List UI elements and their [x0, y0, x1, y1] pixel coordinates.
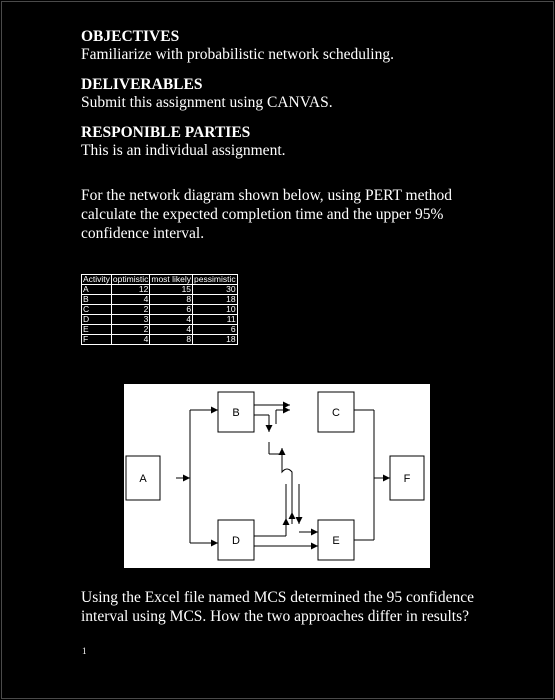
deliverables-text: Submit this assignment using CANVAS.	[81, 94, 333, 111]
network-diagram	[124, 384, 430, 568]
cell-optimistic: 3	[111, 315, 149, 325]
cell-pessimistic: 18	[193, 295, 238, 305]
cell-most-likely: 8	[150, 295, 193, 305]
question-section	[81, 588, 481, 626]
objectives-section	[81, 28, 481, 64]
objectives-heading: OBJECTIVES	[81, 28, 180, 45]
cell-pessimistic: 30	[193, 285, 238, 295]
table-row	[82, 285, 238, 295]
cell-optimistic: 4	[111, 335, 149, 345]
col-header-activity: Activity	[83, 274, 110, 284]
cell-optimistic: 2	[111, 325, 149, 335]
cell-pessimistic: 6	[193, 325, 238, 335]
node-c-label: C	[332, 407, 340, 419]
cell-optimistic: 2	[111, 305, 149, 315]
objectives-text: Familiarize with probabilistic network scheduling.	[81, 46, 394, 63]
cell-activity: A	[82, 285, 112, 295]
cell-activity: D	[82, 315, 112, 325]
responsible-section	[81, 124, 481, 160]
responsible-text: This is an individual assignment.	[81, 142, 286, 159]
node-b-label: B	[232, 407, 240, 419]
cell-most-likely: 4	[150, 315, 193, 325]
deliverables-heading: DELIVERABLES	[81, 76, 203, 93]
edge-crossover	[282, 454, 292, 524]
node-f-label: F	[403, 473, 411, 485]
node-d-label: D	[232, 535, 240, 547]
cell-most-likely: 6	[150, 305, 193, 315]
cell-optimistic: 4	[111, 295, 149, 305]
activity-table	[81, 274, 238, 345]
table-header-row	[82, 275, 238, 285]
node-a-label: A	[139, 473, 147, 485]
col-header-pessimistic: pessimistic	[194, 274, 236, 284]
cell-most-likely: 4	[150, 325, 193, 335]
document-content	[81, 28, 481, 243]
cell-activity: B	[82, 295, 112, 305]
deliverables-section	[81, 76, 481, 112]
table-row	[82, 325, 238, 335]
instructions-paragraph: For the network diagram shown below, using PERT method calculate the expected completion time and the upper 95% confidence interval.	[81, 187, 453, 242]
col-header-most-likely: most likely	[151, 274, 192, 284]
table-row	[82, 315, 238, 325]
node-e-label: E	[332, 535, 340, 547]
question-paragraph: Using the Excel file named MCS determined the 95 confidence interval using MCS. How the two approaches differ in results?	[81, 589, 474, 625]
table-row	[82, 305, 238, 315]
cell-most-likely: 15	[150, 285, 193, 295]
col-header-optimistic: optimistic	[112, 274, 149, 284]
cell-pessimistic: 18	[193, 335, 238, 345]
cell-pessimistic: 10	[193, 305, 238, 315]
cell-activity: F	[82, 335, 112, 345]
network-diagram-svg	[124, 384, 430, 568]
cell-pessimistic: 11	[193, 315, 238, 325]
cell-activity: E	[82, 325, 112, 335]
cell-most-likely: 8	[150, 335, 193, 345]
cell-activity: C	[82, 305, 112, 315]
table-row	[82, 335, 238, 345]
page-number: 1	[82, 646, 87, 656]
table-row	[82, 295, 238, 305]
cell-optimistic: 12	[111, 285, 149, 295]
responsible-heading: RESPONIBLE PARTIES	[81, 124, 251, 141]
